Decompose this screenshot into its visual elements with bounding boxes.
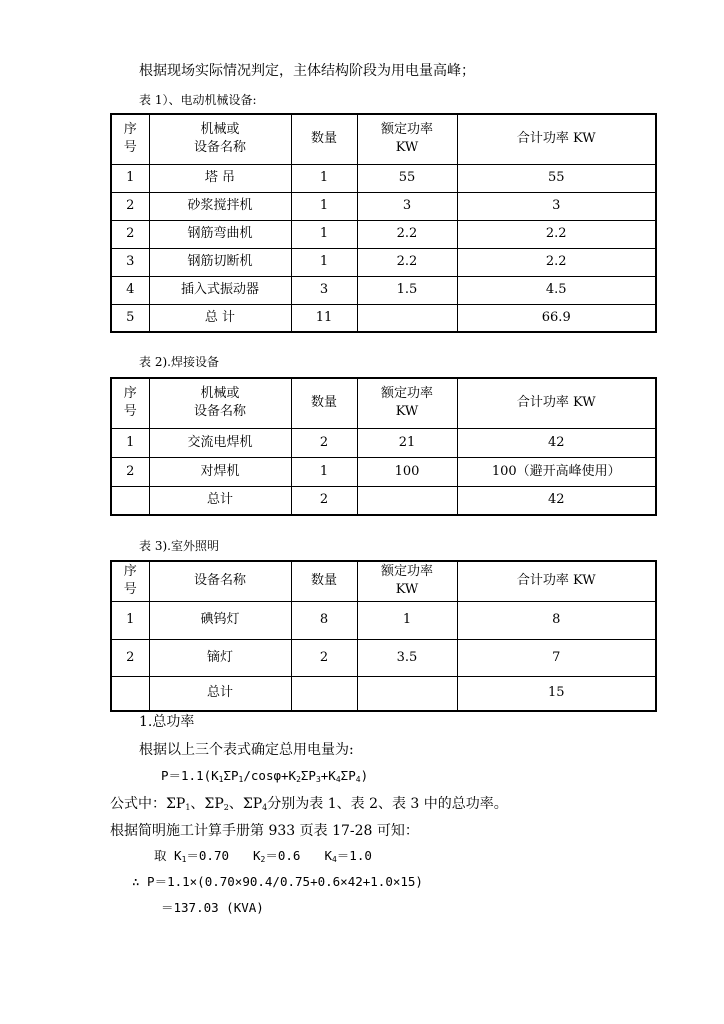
cell-power: 55 [357,164,457,192]
cell-no: 1 [111,601,149,639]
cell-qty: 1 [291,164,357,192]
header-no: 序 号 [111,378,149,428]
header-total: 合计功率 KW [457,561,656,601]
cell-name: 钢筋切断机 [149,248,291,276]
cell-total: 42 [457,486,656,515]
result-line: ＝137.03 (KVA) [161,900,264,915]
cell-total: 2.2 [457,220,656,248]
intro-paragraph: 根据现场实际情况判定，主体结构阶段为用电量高峰； [139,63,475,79]
cell-name: 塔 吊 [149,164,291,192]
cell-no: 5 [111,304,149,332]
cell-name: 总 计 [149,304,291,332]
section-heading: 1.总功率 [139,714,195,730]
header-no: 序 号 [111,561,149,601]
header-power: 额定功率 KW [357,114,457,164]
cell-name: 砂浆搅拌机 [149,192,291,220]
cell-power: 3.5 [357,639,457,676]
table-row [111,192,656,220]
cell-no [111,486,149,515]
table-row [111,601,656,639]
table-header-row [111,378,656,428]
cell-power [357,676,457,711]
table-total-row [111,676,656,711]
cell-qty: 1 [291,192,357,220]
cell-total: 66.9 [457,304,656,332]
coefficients-line: 取 $K_1=0.70$ $K_2=0.6$ $K_4=1.0$ [154,848,372,864]
table-row [111,639,656,676]
cell-total: 3 [457,192,656,220]
cell-qty: 3 [291,276,357,304]
cell-no: 4 [111,276,149,304]
cell-qty: 2 [291,639,357,676]
header-name: 设备名称 [149,561,291,601]
table-total-row [111,486,656,515]
table-row [111,457,656,486]
cell-qty: 1 [291,248,357,276]
reference-line: 根据简明施工计算手册第 933 页表 17-28 可知： [110,823,419,839]
cell-no: 1 [111,164,149,192]
table-row [111,220,656,248]
cell-qty: 11 [291,304,357,332]
cell-no: 2 [111,220,149,248]
formula-note: 公式中：$\Sigma P_1$、$\Sigma P_2$、$\Sigma P_4$分别为表 1、表 2、表 3 中的总功率。 [110,796,508,812]
cell-name: 总计 [149,486,291,515]
cell-qty: 8 [291,601,357,639]
cell-power: 1 [357,601,457,639]
cell-name: 碘钨灯 [149,601,291,639]
cell-total: 100（避开高峰使用） [457,457,656,486]
table-total-row [111,304,656,332]
header-qty: 数量 [291,561,357,601]
header-no: 序 号 [111,114,149,164]
table-header-row [111,114,656,164]
cell-power: 2.2 [357,220,457,248]
cell-qty: 2 [291,428,357,457]
cell-total: 15 [457,676,656,711]
calculation-line: ∴ P＝1.1×(0.70×90.4/0.75+0.6×42+1.0×15) [132,874,423,889]
cell-qty [291,676,357,711]
cell-no: 1 [111,428,149,457]
header-total: 合计功率 KW [457,114,656,164]
cell-power: 21 [357,428,457,457]
table1-caption: 表 1）、电动机械设备: [139,93,257,107]
cell-total: 42 [457,428,656,457]
cell-total: 8 [457,601,656,639]
header-total: 合计功率 KW [457,378,656,428]
table2-welding-equipment [110,377,657,516]
cell-power: 3 [357,192,457,220]
table3-outdoor-lighting [110,560,657,712]
header-power: 额定功率 KW [357,378,457,428]
cell-qty: 1 [291,220,357,248]
section-intro: 根据以上三个表式确定总用电量为: [139,742,354,758]
table1-electric-machinery [110,113,657,333]
cell-total: 2.2 [457,248,656,276]
cell-total: 55 [457,164,656,192]
table-row [111,428,656,457]
table-row [111,248,656,276]
table2-caption: 表 2).焊接设备 [139,355,219,369]
header-qty: 数量 [291,114,357,164]
cell-no: 2 [111,457,149,486]
cell-name: 插入式振动器 [149,276,291,304]
table3-caption: 表 3).室外照明 [139,539,219,553]
cell-no: 2 [111,639,149,676]
table-header-row [111,561,656,601]
header-qty: 数量 [291,378,357,428]
cell-name: 对焊机 [149,457,291,486]
table-row [111,276,656,304]
cell-no [111,676,149,711]
cell-power [357,486,457,515]
cell-qty: 2 [291,486,357,515]
header-name: 机械或 设备名称 [149,114,291,164]
cell-name: 镝灯 [149,639,291,676]
cell-power [357,304,457,332]
table-row [111,164,656,192]
cell-name: 钢筋弯曲机 [149,220,291,248]
cell-name: 总计 [149,676,291,711]
header-power: 额定功率 KW [357,561,457,601]
formula-line: $P=1.1(K_1\Sigma P_1/\cos\varphi+K_2\Sigma P_3+K_4\Sigma P_4)$ [161,768,369,784]
cell-power: 2.2 [357,248,457,276]
cell-power: 1.5 [357,276,457,304]
header-name: 机械或 设备名称 [149,378,291,428]
cell-total: 7 [457,639,656,676]
cell-total: 4.5 [457,276,656,304]
cell-no: 2 [111,192,149,220]
cell-name: 交流电焊机 [149,428,291,457]
cell-power: 100 [357,457,457,486]
cell-qty: 1 [291,457,357,486]
cell-no: 3 [111,248,149,276]
